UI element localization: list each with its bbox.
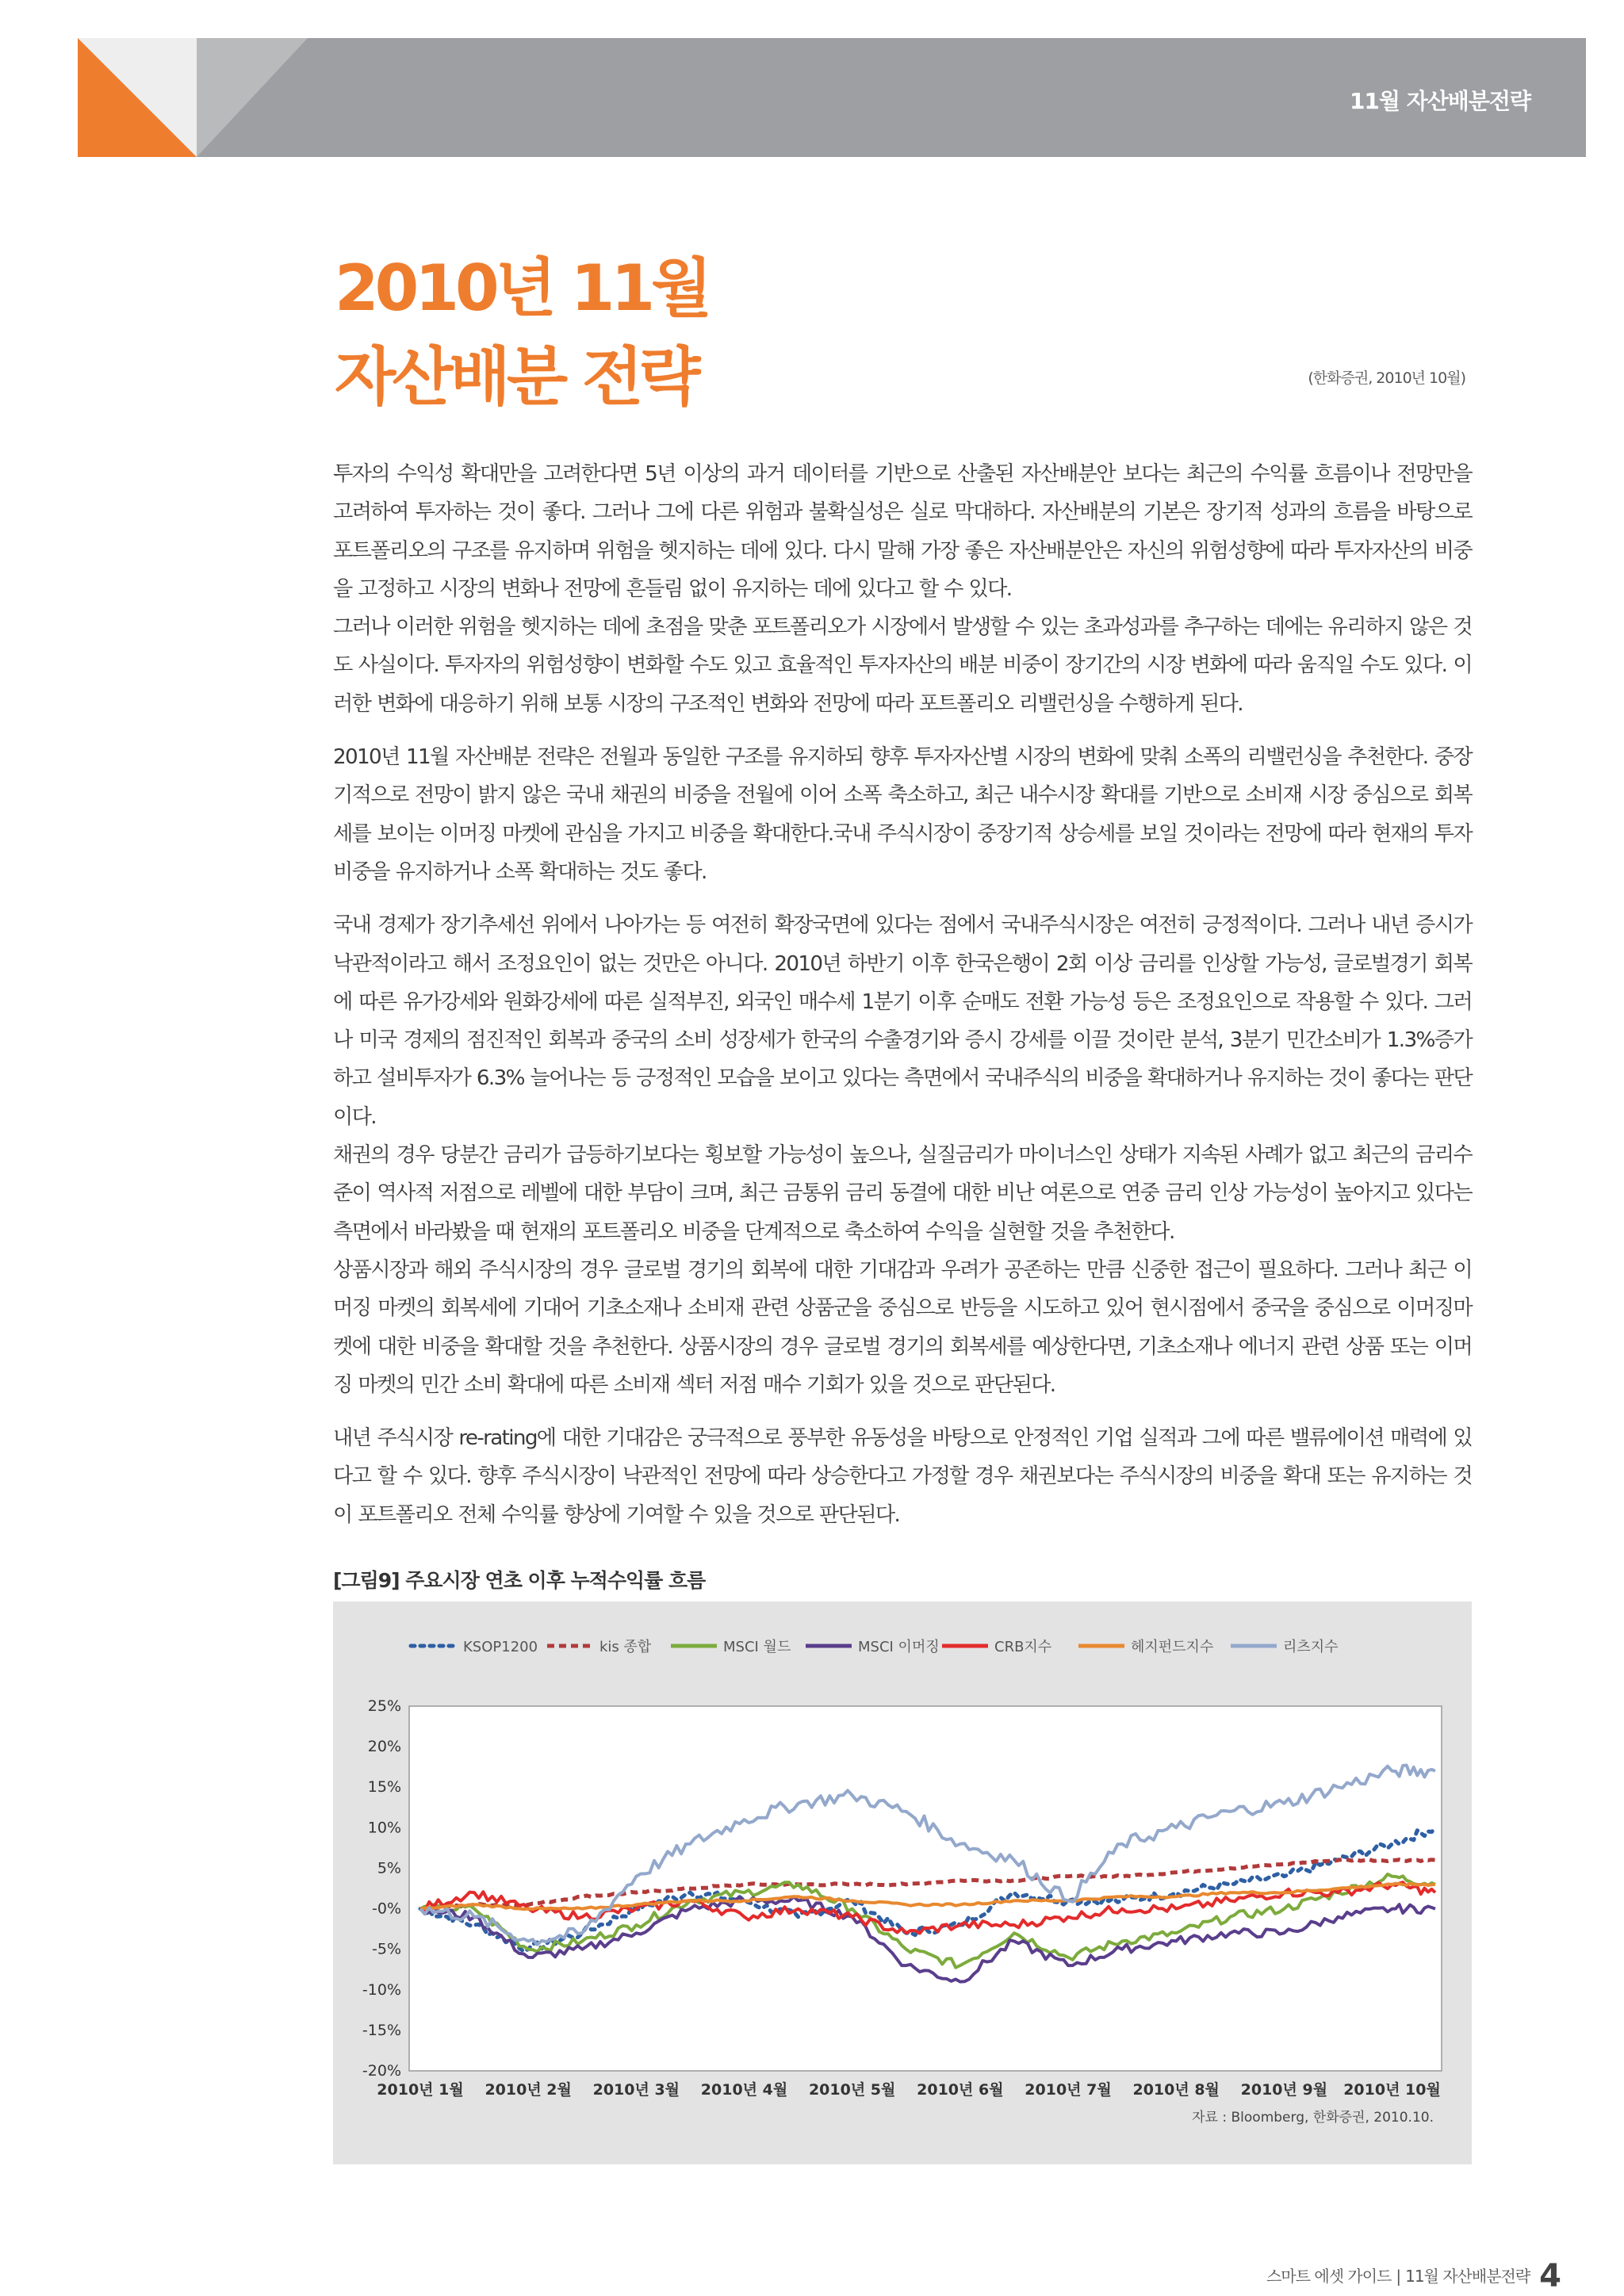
footer-separator: | — [1396, 2267, 1401, 2286]
page-title-line1: 2010년 11월 — [335, 251, 709, 325]
x-tick-label: 2010년 8월 — [1132, 2081, 1220, 2099]
plot-area — [409, 1706, 1442, 2071]
y-tick-label: -10% — [362, 1980, 401, 1999]
legend-label: MSCI 월드 — [723, 1639, 791, 1655]
page-title — [335, 244, 708, 422]
y-axis-ticks — [362, 1697, 401, 2080]
x-tick-label: 2010년 3월 — [592, 2081, 680, 2099]
paragraph: 투자의 수익성 확대만을 고려한다면 5년 이상의 과거 데이터를 기반으로 산출된 자산배분안 보다는 최근의 수익률 흐름이나 전망만을 고려하여 투자하는 것이 좋다. 그러나 그에 다른 위험과 불확실성은 실로 막대하다. 자산배분의 기본은 장기적 성과의 흐름을 바탕으로 포트폴리오의 구조를 유지하며 위험을 헷지하는 데에 있다. 다시 말해 가장 좋은 자산배분안은 자신의 위험성향에 따라 투자자산의 비중을 고정하고 시장의 변화나 전망에 흔들림 없이 유지하는 데에 있다고 할 수 있다. — [333, 462, 1472, 601]
page-footer — [1266, 2258, 1561, 2294]
paragraph: 국내 경제가 장기추세선 위에서 나아가는 등 여전히 확장국면에 있다는 점에서 국내주식시장은 여전히 긍정적이다. 그러나 내년 증시가 낙관적이라고 해서 조정요인이 없는 것만은 아니다. 2010년 하반기 이후 한국은행이 2회 이상 금리를 인상할 가능성, 글로벌경기 회복에 따른 유가강세와 원화강세에 따른 실적부진, 외국인 매수세 1분기 이후 순매도 전환 가능성 등은 조정요인으로 작용할 수 있다. 그러나 미국 경제의 점진적인 회복과 중국의 소비 성장세가 한국의 수출경기와 증시 강세를 이끌 것이란 분석, 3분기 민간소비가 1.3%증가하고 설비투자가 6.3% 늘어나는 등 긍정적인 모습을 보이고 있다는 측면에서 국내주식의 비중을 확대하거나 유지하는 것이 좋다는 판단이다. — [333, 913, 1473, 1129]
y-tick-label: 25% — [367, 1697, 401, 1715]
header-section-title: 11월 자산배분전략 — [1349, 88, 1530, 114]
x-tick-label: 2010년 1월 — [377, 2081, 464, 2099]
y-tick-label: 15% — [367, 1778, 401, 1797]
x-axis-ticks — [377, 2080, 1441, 2099]
figure-title: [그림9] 주요시장 연초 이후 누적수익률 흐름 — [333, 1569, 706, 1592]
chart-source: 자료 : Bloomberg, 한화증권, 2010.10. — [1192, 2110, 1434, 2126]
page-number: 4 — [1539, 2258, 1561, 2294]
legend-label: KSOP1200 — [463, 1639, 538, 1655]
paragraph: 그러나 이러한 위험을 헷지하는 데에 초점을 맞춘 포트폴리오가 시장에서 발생할 수 있는 초과성과를 추구하는 데에는 유리하지 않은 것도 사실이다. 투자자의 위험성향이 변화할 수도 있고 효율적인 투자자산의 배분 비중이 장기간의 시장 변화에 따라 움직일 수도 있다. 이러한 변화에 대응하기 위해 보통 시장의 구조적인 변화와 전망에 따라 포트폴리오 리밸런싱을 수행하게 된다. — [333, 615, 1472, 716]
x-tick-label: 2010년 6월 — [917, 2081, 1004, 2099]
x-tick-label: 2010년 10월 — [1343, 2081, 1441, 2099]
y-tick-label: 20% — [367, 1738, 401, 1756]
paragraph: 채권의 경우 당분간 금리가 급등하기보다는 횡보할 가능성이 높으나, 실질금리가 마이너스인 상태가 지속된 사례가 없고 최근의 금리수준이 역사적 저점으로 레벨에 대한 부담이 크며, 최근 금통위 금리 동결에 대한 비난 여론으로 연중 금리 인상 가능성이 높아지고 있다는 측면에서 바라봤을 때 현재의 포트폴리오 비중을 단계적으로 축소하여 수익을 실현할 것을 추천한다. — [333, 1143, 1472, 1244]
y-tick-label: 10% — [367, 1819, 401, 1837]
header-bar — [78, 38, 1586, 157]
y-tick-label: -15% — [362, 2021, 401, 2039]
article-body — [333, 455, 1472, 1534]
footer-text: 스마트 에셋 가이드 — [1266, 2267, 1392, 2286]
x-tick-label: 2010년 2월 — [485, 2081, 572, 2099]
source-citation: (한화증권, 2010년 10월) — [1308, 369, 1465, 387]
y-tick-label: -0% — [372, 1900, 401, 1918]
x-tick-label: 2010년 4월 — [700, 2081, 788, 2099]
y-tick-label: 5% — [377, 1859, 401, 1877]
y-tick-label: -20% — [362, 2062, 401, 2080]
x-tick-label: 2010년 9월 — [1240, 2081, 1328, 2099]
x-tick-label: 2010년 5월 — [808, 2081, 896, 2099]
legend-label: 헤지펀드지수 — [1131, 1639, 1214, 1655]
line-chart — [333, 1601, 1472, 2164]
legend-label: CRB지수 — [994, 1639, 1052, 1655]
page-title-line2: 자산배분 전략 — [335, 340, 697, 414]
chart-panel — [333, 1601, 1472, 2164]
legend-label: MSCI 이머징 — [858, 1639, 940, 1655]
footer-section: 11월 자산배분전략 — [1405, 2267, 1530, 2286]
y-tick-label: -5% — [372, 1940, 401, 1958]
paragraph: 2010년 11월 자산배분 전략은 전월과 동일한 구조를 유지하되 향후 투자자산별 시장의 변화에 맞춰 소폭의 리밸런싱을 추천한다. 중장기적으로 전망이 밝지 않은 국내 채권의 비중을 전월에 이어 소폭 축소하고, 최근 내수시장 확대를 기반으로 소비재 시장 중심으로 회복세를 보이는 이머징 마켓에 관심을 가지고 비중을 확대한다.국내 주식시장이 중장기적 상승세를 보일 것이라는 전망에 따라 현재의 투자비중을 유지하거나 소폭 확대하는 것도 좋다. — [333, 745, 1472, 884]
x-tick-label: 2010년 7월 — [1025, 2081, 1112, 2099]
legend-label: 리츠지수 — [1283, 1639, 1339, 1655]
paragraph: 상품시장과 해외 주식시장의 경우 글로벌 경기의 회복에 대한 기대감과 우려가 공존하는 만큼 신중한 접근이 필요하다. 그러나 최근 이머징 마켓의 회복세에 기대어 기초소재나 소비재 관련 상품군을 중심으로 반등을 시도하고 있어 현시점에서 중국을 중심으로 이머징마켓에 대한 비중을 확대할 것을 추천한다. 상품시장의 경우 글로벌 경기의 회복세를 예상한다면, 기초소재나 에너지 관련 상품 또는 이머징 마켓의 민간 소비 확대에 따른 소비재 섹터 저점 매수 기회가 있을 것으로 판단된다. — [333, 1257, 1472, 1397]
paragraph: 내년 주식시장 re-rating에 대한 기대감은 궁극적으로 풍부한 유동성을 바탕으로 안정적인 기업 실적과 그에 따른 밸류에이션 매력에 있다고 할 수 있다. 향후 주식시장이 낙관적인 전망에 따라 상승한다고 가정할 경우 채권보다는 주식시장의 비중을 확대 또는 유지하는 것이 포트폴리오 전체 수익률 향상에 기여할 수 있을 것으로 판단된다. — [333, 1426, 1472, 1527]
legend-label: kis 종합 — [599, 1639, 652, 1655]
chart-legend — [411, 1638, 1339, 1655]
